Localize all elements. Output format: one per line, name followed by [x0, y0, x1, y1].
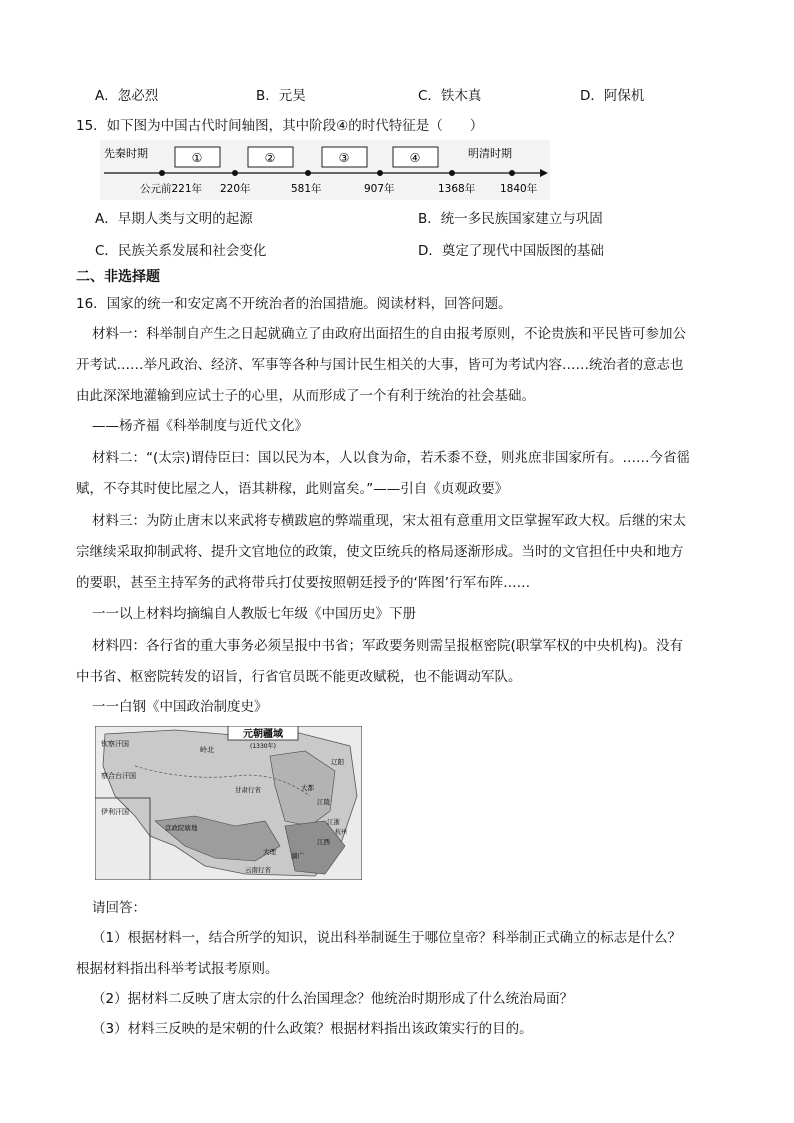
material-1-line: 开考试……举凡政治、经济、军事等各种与国计民生相关的大事，皆可为考试内容……统治者的意志也 [76, 357, 684, 373]
timeline-right-period: 明清时期 [468, 147, 512, 160]
timeline-left-period: 先秦时期 [104, 147, 148, 160]
material-3-line: 宗继续采取抑制武将、提升文官地位的政策，使文臣统兵的格局逐渐形成。当时的文官担任中央和地方 [76, 544, 684, 560]
map-label: 大都 [301, 784, 314, 792]
svg-text:①: ① [191, 151, 203, 165]
timeline-tick: 1840年 [500, 183, 538, 195]
sub-question-2: （2）据材料二反映了唐太宗的什么治国理念？他统治时期形成了什么统治局面？ [92, 991, 574, 1007]
map-title: 元朝疆域 [243, 729, 283, 740]
timeline-tick: 220年 [220, 183, 251, 195]
timeline-tick: 公元前221年 [140, 183, 203, 195]
timeline-dot [232, 170, 238, 176]
yuan-dynasty-map [95, 726, 362, 880]
material-3-source: 一一以上材料均摘编自人教版七年级《中国历史》下册 [92, 606, 416, 622]
svg-text:②: ② [264, 151, 276, 165]
timeline-dot [305, 170, 311, 176]
q14-option-a: A．忽必烈 [95, 88, 159, 104]
material-4-line: 材料四：各行省的重大事务必须呈报中书省；军政要务则需呈报枢密院(职掌军权的中央机构)。没有 [92, 638, 684, 654]
map-label: 大理 [263, 848, 276, 856]
timeline-tick: 581年 [291, 183, 322, 195]
q15-stem: 15．如下图为中国古代时间轴图，其中阶段④的时代特征是（ ） [76, 118, 484, 134]
svg-text:③: ③ [338, 151, 350, 165]
q15-option-d: D．奠定了现代中国版图的基础 [418, 243, 604, 259]
map-label: 江西 [317, 838, 330, 846]
timeline-tick: 907年 [364, 183, 395, 195]
map-label: 甘肃行省 [235, 786, 261, 794]
timeline-dot [509, 170, 515, 176]
svg-text:④: ④ [409, 151, 421, 165]
material-1-line: 由此深深地灌输到应试士子的心里，从而形成了一个有利于统治的社会基础。 [76, 388, 535, 404]
section-heading: 二、非选择题 [76, 269, 160, 285]
timeline-dot [159, 170, 165, 176]
q15-option-b: B．统一多民族国家建立与巩固 [418, 211, 603, 227]
timeline-tick: 1368年 [438, 183, 476, 195]
map-label: 宣政院辖地 [165, 824, 198, 832]
map-label: 察合台汗国 [101, 772, 136, 780]
sub-question-3: （3）材料三反映的是宋朝的什么政策？根据材料指出该政策实行的目的。 [92, 1021, 533, 1037]
map-label: 伊利汗国 [101, 808, 129, 816]
timeline-stage-1 [175, 147, 220, 167]
map-label: 云南行省 [245, 866, 271, 874]
map-label: 湖广 [291, 852, 304, 860]
material-4-line: 中书省、枢密院转发的诏旨，行省官员既不能更改赋税，也不能调动军队。 [76, 669, 522, 685]
timeline-stage-4 [393, 147, 438, 167]
q15-option-a: A．早期人类与文明的起源 [95, 211, 253, 227]
map-year: (1330年) [250, 743, 276, 750]
map-label: 杭州 [335, 829, 348, 836]
timeline-dot [377, 170, 383, 176]
ask-heading: 请回答： [92, 900, 146, 916]
material-2-line: 赋，不夺其时使比屋之人，语其耕稼，此则富矣。”——引自《贞观政要》 [76, 481, 509, 497]
sub-question-1: （1）根据材料一，结合所学的知识，说出科举制诞生于哪位皇帝？科举制正式确立的标志是什么？ [92, 930, 682, 946]
material-3-line: 材料三：为防止唐末以来武将专横跋扈的弊端重现，宋太祖有意重用文臣掌握军政大权。后继的宋太 [92, 513, 686, 529]
material-1-line: 材料一：科举制自产生之日起就确立了由政府出面招生的自由报考原则，不论贵族和平民皆可参加公 [92, 326, 686, 342]
material-3-line: 的要职，甚至主持军务的武将带兵打仗要按照朝廷授予的‘阵图’行军布阵…… [76, 575, 531, 591]
map-label: 江浙 [327, 818, 340, 826]
map-label: 江陵 [317, 798, 330, 806]
map-label: 辽阳 [331, 758, 344, 766]
q14-option-d: D．阿保机 [580, 88, 645, 104]
sub-question-1-cont: 根据材料指出科举考试报考原则。 [76, 961, 279, 977]
material-4-source: 一一白钢《中国政治制度史》 [92, 699, 268, 715]
q14-option-b: B．元昊 [256, 88, 306, 104]
q15-option-c: C．民族关系发展和社会变化 [95, 243, 267, 259]
timeline-stage-3 [322, 147, 367, 167]
map-label: 岭北 [200, 746, 214, 754]
q14-option-c: C．铁木真 [418, 88, 482, 104]
timeline-dot [449, 170, 455, 176]
map-label: 钦察汗国 [101, 740, 129, 748]
material-2-line: 材料二：“(太宗)谓侍臣曰：国以民为本，人以食为命，若禾黍不登，则兆庶非国家所有。……今省徭 [92, 450, 691, 466]
timeline-stage-2 [248, 147, 293, 167]
material-1-source: ——杨齐福《科举制度与近代文化》 [92, 418, 308, 434]
q16-stem: 16．国家的统一和安定离不开统治者的治国措施。阅读材料，回答问题。 [76, 296, 512, 312]
timeline-figure [100, 140, 550, 200]
